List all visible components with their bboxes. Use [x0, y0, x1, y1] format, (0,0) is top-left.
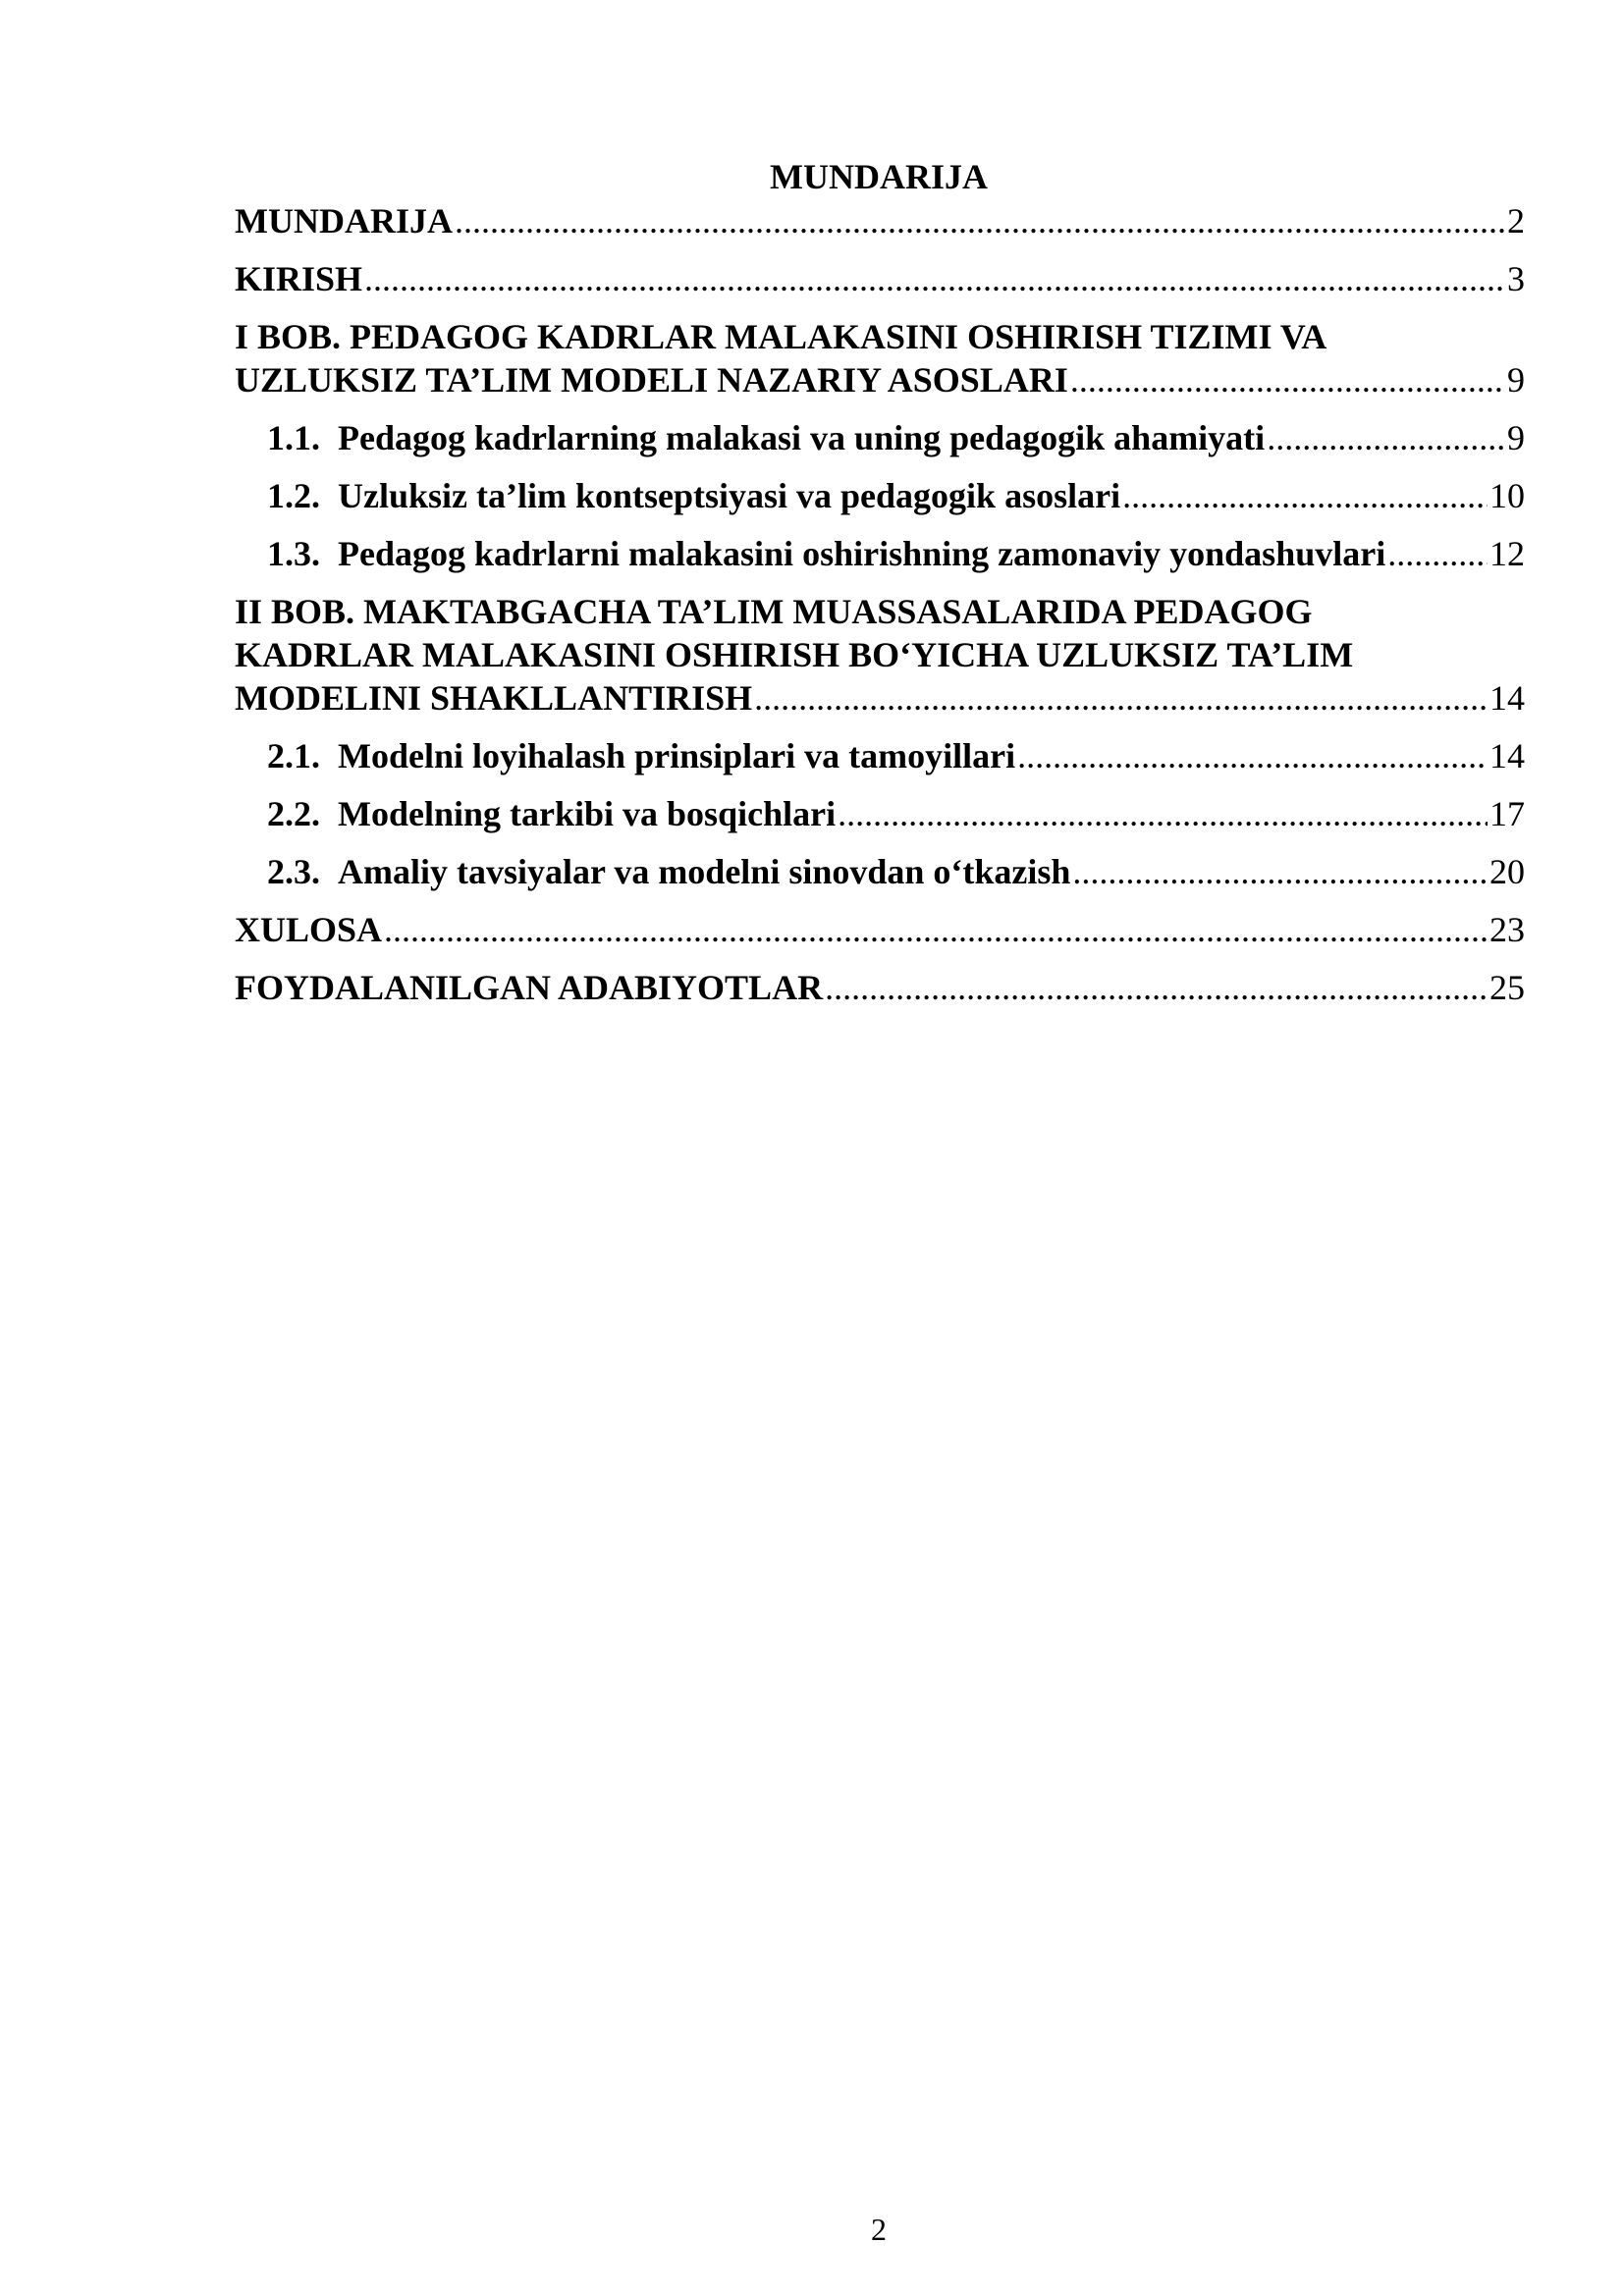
- dot-leader: [1387, 532, 1488, 575]
- toc-entry-page: 3: [1507, 259, 1525, 298]
- dot-leader: [364, 257, 1505, 300]
- toc-entry-label: Amaliy tavsiyalar va modelni sinovdan o‘tkazish: [338, 852, 1071, 891]
- toc-entry-section-2-2[interactable]: [235, 792, 1525, 835]
- table-of-contents: [235, 199, 1525, 1024]
- toc-entry-page: 14: [1489, 678, 1525, 718]
- toc-entry-page: 9: [1507, 360, 1525, 400]
- toc-entry-page: 25: [1489, 968, 1525, 1007]
- toc-heading: MUNDARIJA: [770, 157, 988, 196]
- toc-entry-label: Pedagog kadrlarni malakasini oshirishning zamonaviy yondashuvlari: [338, 534, 1386, 573]
- toc-entry-page: 20: [1489, 852, 1525, 891]
- page-number: 2: [871, 2212, 887, 2247]
- toc-entry-label: XULOSA: [235, 910, 383, 949]
- section-number: 1.1.: [267, 418, 320, 457]
- toc-entry-page: 14: [1489, 736, 1525, 775]
- toc-entry-xulosa[interactable]: [235, 908, 1525, 951]
- toc-entry-page: 17: [1489, 794, 1525, 833]
- dot-leader: [1267, 416, 1505, 459]
- dot-leader: [1070, 358, 1505, 401]
- toc-entry-label-line: MODELINI SHAKLLANTIRISH: [235, 678, 753, 718]
- toc-entry-label-line: UZLUKSIZ TA’LIM MODELI NAZARIY ASOSLARI: [235, 360, 1068, 400]
- toc-entry-label: Uzluksiz ta’lim kontseptsiyasi va pedagogik asoslari: [338, 476, 1121, 515]
- section-number: 2.3.: [267, 852, 320, 891]
- toc-entry-bob1[interactable]: [235, 315, 1525, 401]
- section-number: 2.1.: [267, 736, 320, 775]
- dot-leader: [754, 676, 1488, 720]
- dot-leader: [825, 966, 1488, 1009]
- dot-leader: [384, 908, 1488, 951]
- section-number: 2.2.: [267, 794, 320, 833]
- dot-leader: [1072, 850, 1488, 893]
- toc-entry-label-line: I BOB. PEDAGOG KADRLAR MALAKASINI OSHIRISH TIZIMI VA: [235, 317, 1327, 356]
- toc-entry-section-1-2[interactable]: [235, 474, 1525, 517]
- toc-entry-section-2-1[interactable]: [235, 734, 1525, 777]
- dot-leader: [1017, 734, 1488, 777]
- toc-entry-page: 10: [1489, 476, 1525, 515]
- toc-entry-section-1-3[interactable]: [235, 532, 1525, 575]
- toc-entry-page: 9: [1507, 418, 1525, 457]
- toc-entry-label: Pedagog kadrlarning malakasi va uning pedagogik ahamiyati: [338, 418, 1266, 457]
- toc-entry-page: 2: [1507, 201, 1525, 240]
- toc-entry-label: Modelni loyihalash prinsiplari va tamoyillari: [338, 736, 1016, 775]
- toc-entry-label: MUNDARIJA: [235, 201, 453, 240]
- toc-entry-adabiyotlar[interactable]: [235, 966, 1525, 1009]
- toc-entry-label: KIRISH: [235, 259, 363, 298]
- dot-leader: [455, 199, 1505, 242]
- toc-entry-section-2-3[interactable]: [235, 850, 1525, 893]
- toc-entry-label-line: II BOB. MAKTABGACHA TA’LIM MUASSASALARIDA PEDAGOG: [235, 592, 1313, 631]
- dot-leader: [1122, 474, 1488, 517]
- toc-entry-label: FOYDALANILGAN ADABIYOTLAR: [235, 968, 824, 1007]
- dot-leader: [838, 792, 1488, 835]
- toc-entry-label: Modelning tarkibi va bosqichlari: [338, 794, 837, 833]
- toc-entry-bob2[interactable]: [235, 590, 1525, 720]
- toc-entry-label-line: KADRLAR MALAKASINI OSHIRISH BO‘YICHA UZLUKSIZ TA’LIM: [235, 635, 1354, 674]
- section-number: 1.3.: [267, 534, 320, 573]
- toc-entry-section-1-1[interactable]: [235, 416, 1525, 459]
- toc-entry-mundarija[interactable]: [235, 199, 1525, 242]
- toc-entry-kirish[interactable]: [235, 257, 1525, 300]
- section-number: 1.2.: [267, 476, 320, 515]
- toc-entry-page: 12: [1489, 534, 1525, 573]
- toc-entry-page: 23: [1489, 910, 1525, 949]
